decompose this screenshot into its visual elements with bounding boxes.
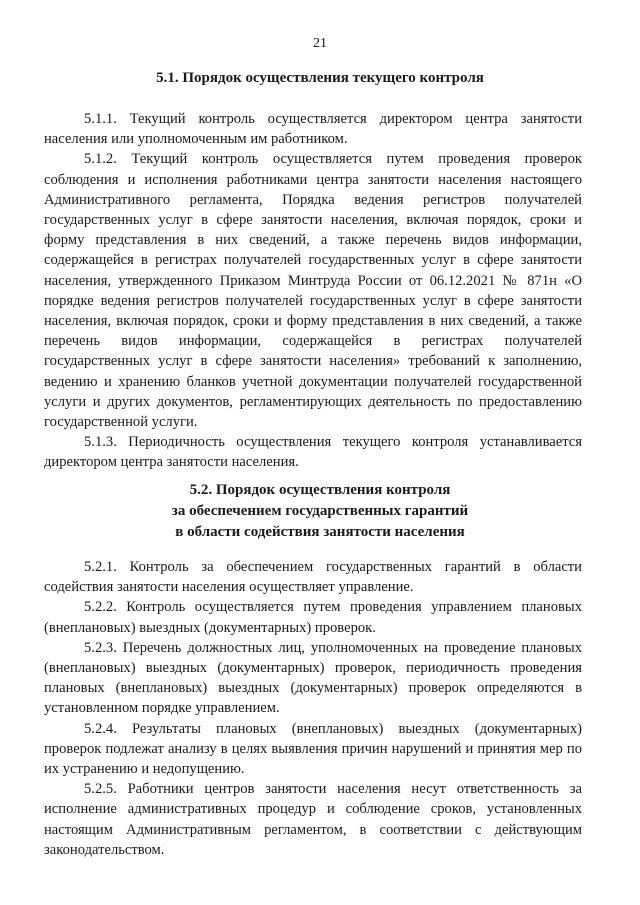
paragraph-5-2-1: 5.2.1. Контроль за обеспечением государственных гарантий в области содействия занятости населения осуществляет управление. (44, 559, 582, 596)
paragraph-5-2-4: 5.2.4. Результаты плановых (внеплановых) выездных (документарных) проверок подлежат анализу в целях выявления причин нарушений и принятия мер по их устранению и недопущению. (44, 720, 582, 778)
section-heading-5-1-text: 5.1. Порядок осуществления текущего контроля (156, 70, 484, 86)
section-heading-5-2-line-1: 5.2. Порядок осуществления контроля (189, 482, 451, 498)
section-5-2-body (44, 557, 582, 860)
paragraph-5-2-5: 5.2.5. Работники центров занятости населения несут ответственность за исполнение административных процедур и соблюдение сроков, установленных настоящим Административным регламентом, в соответствии с действующим законодательством. (44, 781, 582, 858)
paragraph-5-2-2: 5.2.2. Контроль осуществляется путем проведения управлением плановых (внеплановых) выездных (документарных) проверок. (44, 599, 582, 636)
paragraph-5-2-3: 5.2.3. Перечень должностных лиц, уполномоченных на проведение плановых (внеплановых) выездных (документарных) проверок, периодичность проведения плановых (внеплановых) выездных (документарных) проверок определяются в установленном порядке управлением. (44, 639, 582, 717)
section-heading-5-2 (44, 480, 596, 543)
paragraph-5-1-2: 5.1.2. Текущий контроль осуществляется путем проведения проверок соблюдения и исполнения работниками центра занятости населения настоящего Административного регламента, Порядка ведения регистров получателей государственных услуг в сфере занятости населения, включая порядок, сроки и форму представления в них сведений, а также перечень видов информации, содержащейся в регистрах получателей государственных услуг в сфере занятости населения, утвержденного Приказом Минтруда России от 06.12.2021 № 871н «О порядке ведения регистров получателей государственных услуг в сфере занятости населения, включая порядок, сроки и форму представления в них сведений, а также перечень видов информации, содержащейся в регистрах получателей государственных услуг в сфере занятости населения» требований к заполнению, ведению и хранению бланков учетной документации получателей государственной услуги и других документов, регламентирующих деятельность по предоставлению государственной услуги. (44, 151, 582, 431)
section-heading-5-2-line-3: в области содействия занятости населения (175, 524, 465, 540)
paragraph-5-1-1: 5.1.1. Текущий контроль осуществляется директором центра занятости населения или уполномоченным им работником. (44, 111, 582, 148)
section-heading-5-1 (44, 68, 596, 89)
paragraph-5-1-3: 5.1.3. Периодичность осуществления текущего контроля устанавливается директором центра занятости населения. (44, 434, 582, 471)
section-heading-5-2-line-2: за обеспечением государственных гарантий (171, 503, 469, 519)
page-number: 21 (313, 36, 327, 51)
section-5-1-body (44, 109, 582, 473)
